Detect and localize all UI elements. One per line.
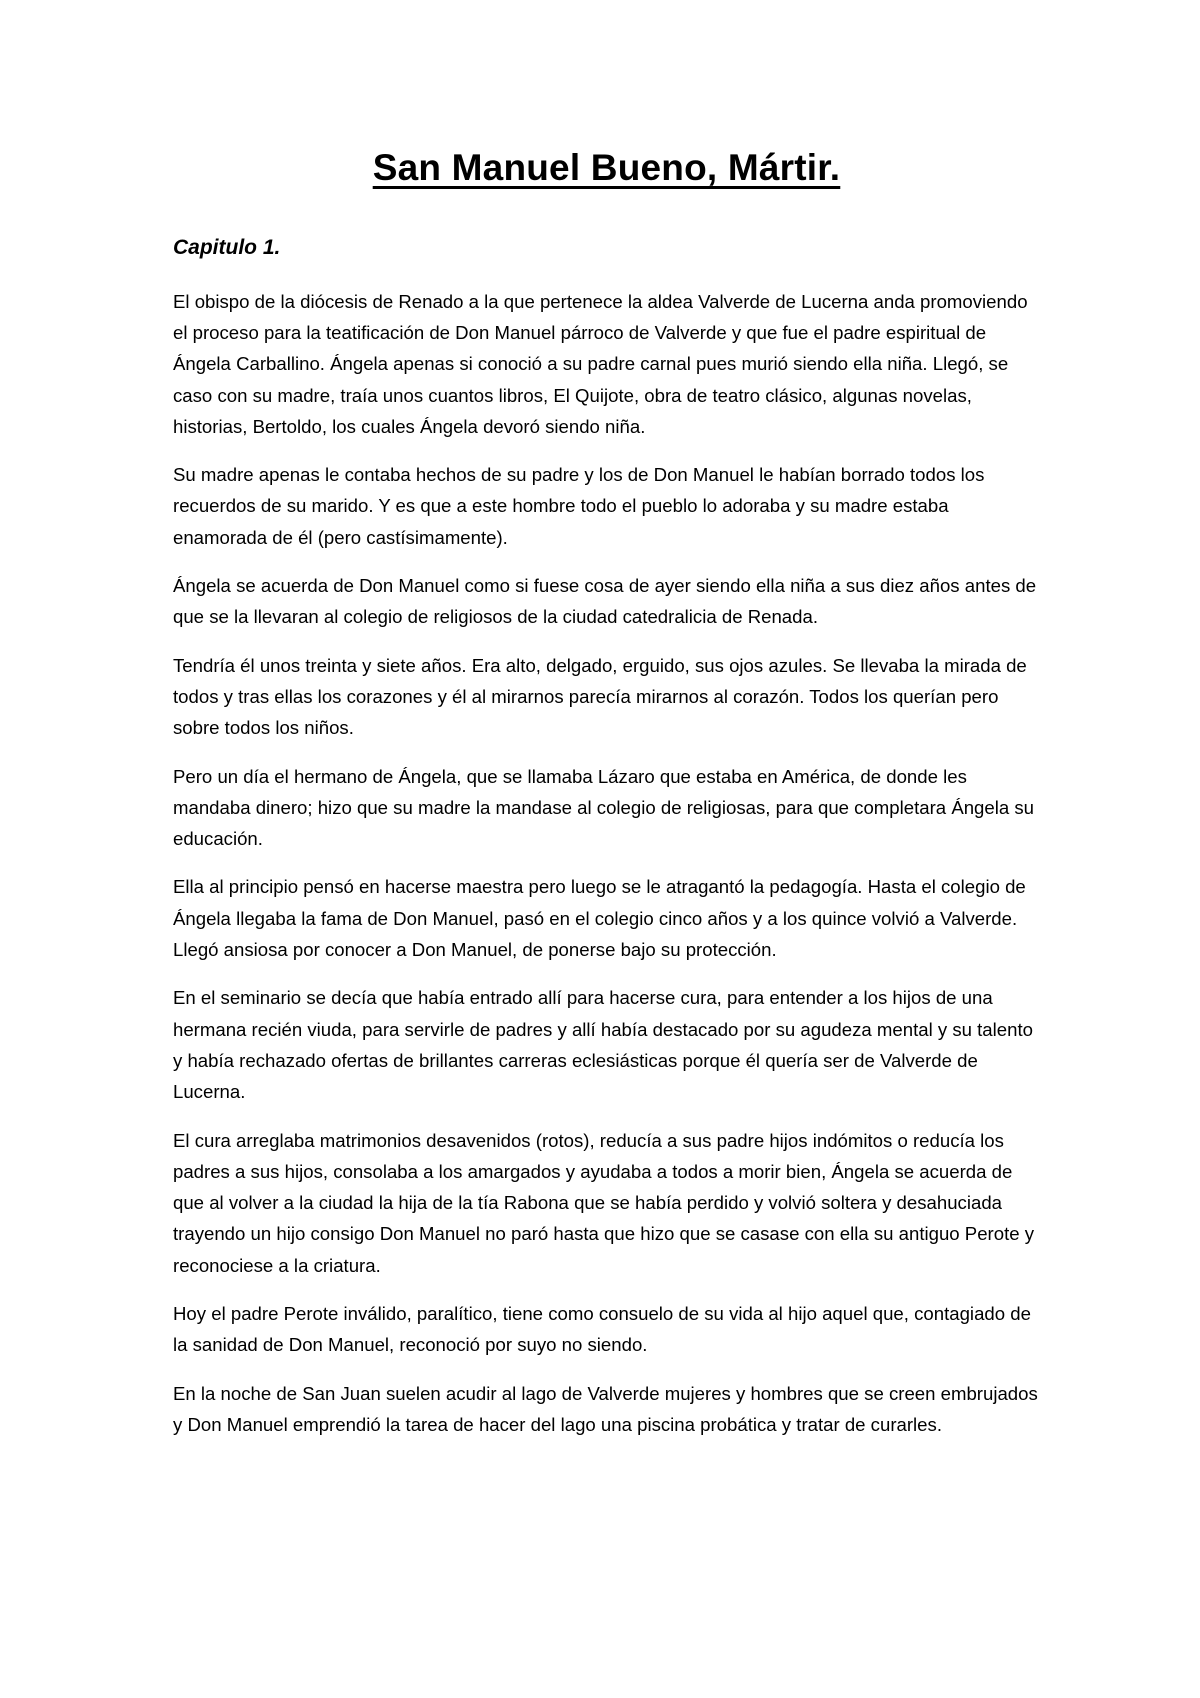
- paragraph: Hoy el padre Perote inválido, paralítico, tiene como consuelo de su vida al hijo aquel que, contagiado de la sanidad de Don Manuel, reconoció por suyo no siendo.: [173, 1303, 1031, 1356]
- paragraph: El obispo de la diócesis de Renado a la que pertenece la aldea Valverde de Lucerna anda promoviendo el proceso para la teatificación de Don Manuel párroco de Valverde y que fue el padre espiritual de Ángela Carballino. Ángela apenas si conoció a su padre carnal pues murió siendo ella niña. Llegó, se caso con su madre, traía unos cuantos libros, El Quijote, obra de teatro clásico, algunas novelas, historias, Bertoldo, los cuales Ángela devoró siendo niña.: [173, 290, 1028, 437]
- paragraph: En la noche de San Juan suelen acudir al lago de Valverde mujeres y hombres que se creen embrujados y Don Manuel emprendió la tarea de hacer del lago una piscina probática y tratar de curarles.: [173, 1382, 1038, 1435]
- paragraph: Pero un día el hermano de Ángela, que se llamaba Lázaro que estaba en América, de donde les mandaba dinero; hizo que su madre la mandase al colegio de religiosas, para que completara Ángela su educación.: [173, 765, 1035, 850]
- paragraph: Tendría él unos treinta y siete años. Era alto, delgado, erguido, sus ojos azules. Se llevaba la mirada de todos y tras ellas los corazones y él al mirarnos parecía mirarnos al corazón. Todos los querían pero sobre todos los niños.: [173, 654, 1027, 739]
- paragraph: Ángela se acuerda de Don Manuel como si fuese cosa de ayer siendo ella niña a sus diez años antes de que se la llevaran al colegio de religiosos de la ciudad catedralicia de Renada.: [173, 575, 1037, 628]
- paragraph: El cura arreglaba matrimonios desavenidos (rotos), reducía a sus padre hijos indómitos o reducía los padres a sus hijos, consolaba a los amargados y ayudaba a todos a morir bien, Ángela se acuerda de que al volver a la ciudad la hija de la tía Rabona que se había perdido y volvió soltera y desahuciada trayendo un hijo consigo Don Manuel no paró hasta que hizo que se casase con ella su antiguo Perote y reconociese a la criatura.: [173, 1129, 1035, 1276]
- document-title: San Manuel Bueno, Mártir.: [372, 147, 841, 188]
- paragraph: Su madre apenas le contaba hechos de su padre y los de Don Manuel le habían borrado todos los recuerdos de su marido. Y es que a este hombre todo el pueblo lo adoraba y su madre estaba enamorada de él (pero castísimamente).: [173, 464, 985, 548]
- paragraph: Ella al principio pensó en hacerse maestra pero luego se le atragantó la pedagogía. Hasta el colegio de Ángela llegaba la fama de Don Manuel, pasó en el colegio cinco años y a los quince volvió a Valverde. Llegó ansiosa por conocer a Don Manuel, de ponerse bajo su protección.: [173, 876, 1026, 961]
- paragraph: En el seminario se decía que había entrado allí para hacerse cura, para entender a los hijos de una hermana recién viuda, para servirle de padres y allí había destacado por su agudeza mental y su talento y había rechazado ofertas de brillantes carreras eclesiásticas porque él quería ser de Valverde de Lucerna.: [173, 987, 1033, 1103]
- chapter-heading: Capitulo 1.: [173, 236, 281, 260]
